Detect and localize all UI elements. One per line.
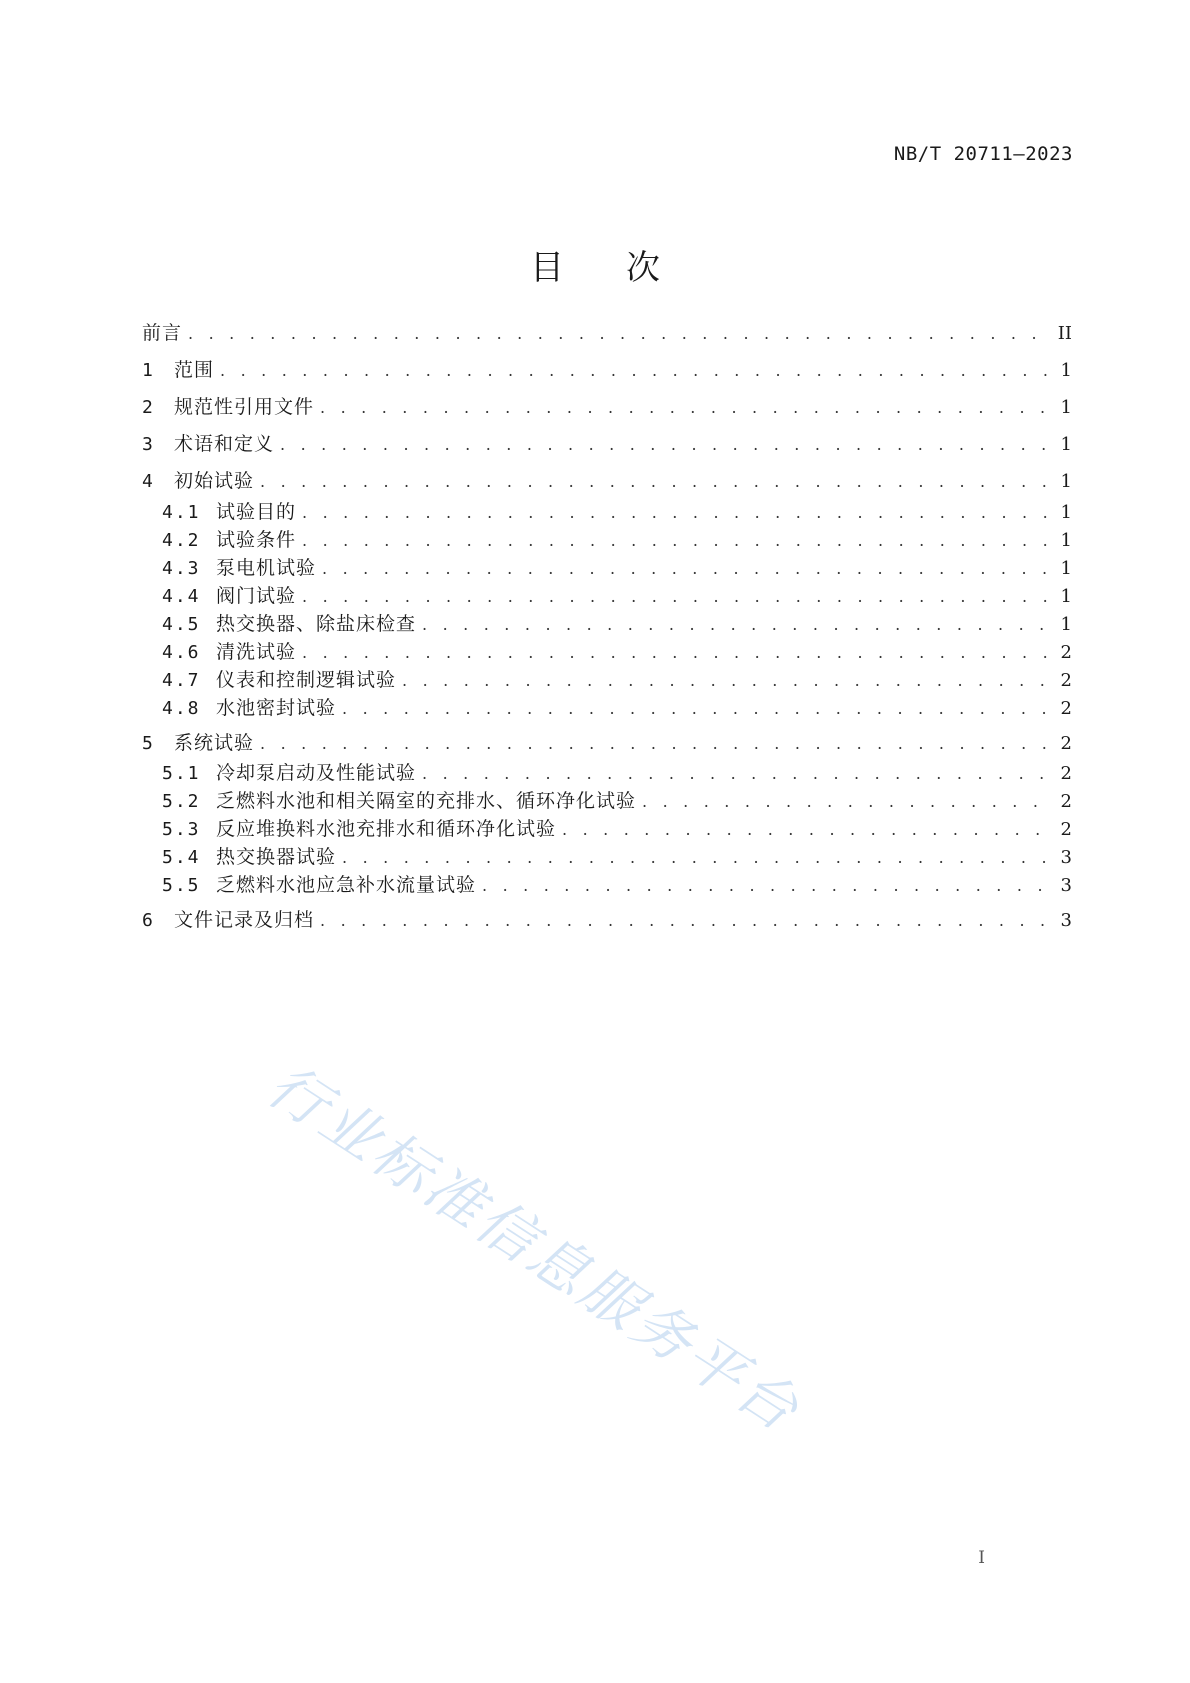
- toc-entry-label: 术语和定义: [174, 433, 275, 455]
- toc-entry[interactable]: [162, 581, 1072, 609]
- title-char-1: 目: [530, 248, 564, 288]
- toc-entry-label: 范围: [174, 359, 215, 381]
- toc-entry-number: 4.7: [162, 670, 201, 691]
- dot-leader: [302, 643, 1050, 662]
- toc-entry-label: 乏燃料水池和相关隔室的充排水、循环净化试验: [216, 790, 637, 812]
- toc-entry-page: 3: [1060, 875, 1072, 896]
- dot-leader: [422, 764, 1050, 783]
- toc-entry-number: 5.1: [162, 763, 201, 784]
- toc-entry-page: 1: [1060, 530, 1072, 551]
- toc-entry-page: 1: [1060, 471, 1072, 492]
- watermark: 行业标准信息服务平台: [255, 1050, 813, 1446]
- toc-entry-page: 1: [1060, 434, 1072, 455]
- toc-entry-label: 反应堆换料水池充排水和循环净化试验: [216, 818, 557, 840]
- toc-entry-number: 4.6: [162, 642, 201, 663]
- toc-entry[interactable]: [162, 693, 1072, 721]
- toc-entry-page: 2: [1060, 791, 1072, 812]
- toc-entry-label: 热交换器试验: [216, 846, 337, 868]
- toc-entry-page: II: [1057, 323, 1072, 344]
- toc-entry-label: 清洗试验: [216, 641, 297, 663]
- toc-entry-page: 2: [1060, 642, 1072, 663]
- toc-entry[interactable]: [162, 870, 1072, 898]
- dot-leader: [402, 671, 1050, 690]
- document-code: NB/T 20711—2023: [893, 143, 1073, 165]
- toc-entry-number: 5: [142, 733, 153, 754]
- toc-entry-page: 1: [1060, 360, 1072, 381]
- toc-entry[interactable]: [162, 637, 1072, 665]
- dot-leader: [342, 699, 1050, 718]
- dot-leader: [320, 398, 1050, 417]
- dot-leader: [642, 792, 1050, 811]
- toc-entry-number: 5.4: [162, 847, 201, 868]
- toc-entry[interactable]: [162, 786, 1072, 814]
- toc-entry[interactable]: [162, 609, 1072, 637]
- toc-entry-number: 2: [142, 397, 153, 418]
- toc-entry-label: 仪表和控制逻辑试验: [216, 669, 397, 691]
- toc-entry-number: 6: [142, 910, 153, 931]
- toc-entry-page: 2: [1060, 698, 1072, 719]
- dot-leader: [302, 531, 1050, 550]
- toc-entry-number: 4.5: [162, 614, 201, 635]
- toc-entry[interactable]: [162, 525, 1072, 553]
- toc-entry-page: 1: [1060, 586, 1072, 607]
- toc-entry-label: 阀门试验: [216, 585, 297, 607]
- toc-entry[interactable]: [142, 355, 1072, 383]
- toc-entry-number: 4.2: [162, 530, 201, 551]
- toc-entry-label: 泵电机试验: [216, 557, 317, 579]
- toc-entry[interactable]: [142, 429, 1072, 457]
- toc-entry-label: 系统试验: [174, 732, 255, 754]
- toc-entry[interactable]: [142, 905, 1072, 933]
- toc-entry[interactable]: [162, 814, 1072, 842]
- dot-leader: [562, 820, 1050, 839]
- page-number: I: [978, 1548, 985, 1568]
- toc-entry-number: 3: [142, 434, 153, 455]
- toc-entry[interactable]: [162, 497, 1072, 525]
- toc-entry-label: 文件记录及归档: [174, 909, 315, 931]
- toc-entry-number: 5.2: [162, 791, 201, 812]
- toc-entry-page: 1: [1060, 502, 1072, 523]
- dot-leader: [302, 503, 1050, 522]
- toc-entry-number: 1: [142, 360, 153, 381]
- toc-entry[interactable]: [142, 318, 1072, 346]
- toc-entry[interactable]: [162, 758, 1072, 786]
- dot-leader: [302, 587, 1050, 606]
- toc-entry-label: 试验目的: [216, 501, 297, 523]
- toc-entry-label: 水池密封试验: [216, 697, 337, 719]
- page-title: [0, 240, 1190, 289]
- toc-entry-label: 热交换器、除盐床检查: [216, 613, 417, 635]
- dot-leader: [422, 615, 1050, 634]
- toc-entry-number: 5.3: [162, 819, 201, 840]
- toc-entry-label: 冷却泵启动及性能试验: [216, 762, 417, 784]
- dot-leader: [188, 324, 1050, 343]
- toc-entry[interactable]: [162, 553, 1072, 581]
- toc-entry-page: 2: [1060, 763, 1072, 784]
- toc-entry-number: 5.5: [162, 875, 201, 896]
- toc-entry-label: 试验条件: [216, 529, 297, 551]
- toc-entry[interactable]: [162, 665, 1072, 693]
- dot-leader: [280, 435, 1050, 454]
- toc-entry-label: 乏燃料水池应急补水流量试验: [216, 874, 477, 896]
- dot-leader: [220, 361, 1050, 380]
- dot-leader: [320, 911, 1050, 930]
- dot-leader: [322, 559, 1050, 578]
- title-char-2: 次: [626, 248, 660, 288]
- toc-entry-label: 前言: [142, 322, 183, 344]
- toc-entry-number: 4.3: [162, 558, 201, 579]
- toc-entry[interactable]: [142, 466, 1072, 494]
- dot-leader: [260, 472, 1050, 491]
- toc-entry-label: 规范性引用文件: [174, 396, 315, 418]
- dot-leader: [482, 876, 1050, 895]
- toc-entry-page: 2: [1060, 733, 1072, 754]
- toc-entry-page: 2: [1060, 670, 1072, 691]
- toc-entry[interactable]: [142, 392, 1072, 420]
- toc-entry-page: 2: [1060, 819, 1072, 840]
- toc-entry-number: 4.1: [162, 502, 201, 523]
- toc-entry[interactable]: [142, 728, 1072, 756]
- toc-entry-page: 3: [1060, 910, 1072, 931]
- dot-leader: [342, 848, 1050, 867]
- toc-entry-number: 4.4: [162, 586, 201, 607]
- toc-entry-label: 初始试验: [174, 470, 255, 492]
- toc-entry-page: 1: [1060, 397, 1072, 418]
- toc-entry-page: 1: [1060, 558, 1072, 579]
- toc-entry-number: 4: [142, 471, 153, 492]
- dot-leader: [260, 734, 1050, 753]
- toc-entry-number: 4.8: [162, 698, 201, 719]
- toc-entry-page: 3: [1060, 847, 1072, 868]
- toc-entry[interactable]: [162, 842, 1072, 870]
- toc-entry-page: 1: [1060, 614, 1072, 635]
